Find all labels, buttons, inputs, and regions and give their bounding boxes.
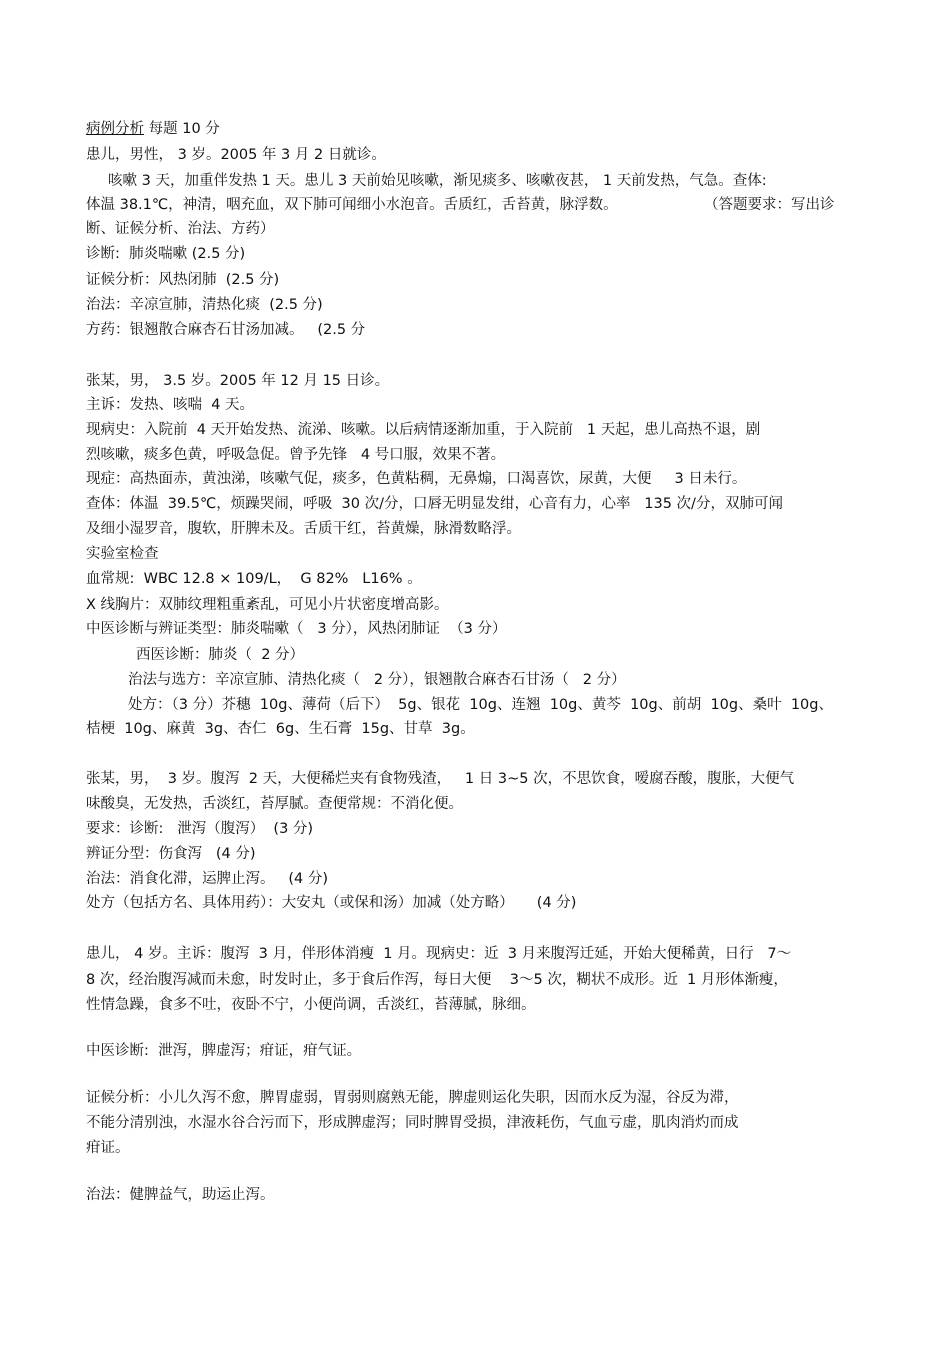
case1-history-line2: 体温 38.1℃，神清，咽充血，双下肺可闻细小水泡音。舌质红，舌苔黄，脉浮数。: [86, 197, 618, 213]
case2-blood-test: 血常规: WBC 12.8 × 109/L， G 82% L16% 。: [86, 571, 422, 587]
case1-diagnosis: 诊断: 肺炎喘嗽 (2.5 分): [86, 246, 246, 262]
case2-exam-line2: 及细小湿罗音，腹软，肝脾未及。舌质干红，苔黄燥，脉滑数略浮。: [86, 521, 521, 537]
case1-history-line1: 咳嗽 3 天，加重伴发热 1 天。患儿 3 天前始见咳嗽，渐见痰多、咳嗽夜甚， 1 天前发热，气急。查体:: [108, 173, 767, 189]
case3-treatment: 治法：消食化滞，运脾止泻。 (4 分): [86, 871, 328, 887]
case2-symptoms: 现症：高热面赤，黄浊涕，咳嗽气促，痰多，色黄粘稠，无鼻煽，口渴喜饮，尿黄，大便 3 日未行。: [86, 471, 747, 487]
case4-tcm-diagnosis: 中医诊断: 泄泻，脾虚泻；疳证，疳气证。: [86, 1043, 362, 1059]
case3-syndrome: 辨证分型：伤食泻 (4 分): [86, 846, 256, 862]
case1-prescription: 方药：银翘散合麻杏石甘汤加减。 (2.5 分: [86, 322, 366, 338]
case1-treatment: 治法：辛凉宣肺，清热化痰 (2.5 分): [86, 297, 323, 313]
case1-syndrome: 证候分析：风热闭肺 (2.5 分): [86, 272, 280, 288]
case4-history-line2: 8 次，经治腹泻减而未愈，时发时止，多于食后作泻，每日大便 3～5 次，糊状不成形。近 1 月形体渐瘦，: [86, 972, 788, 988]
case2-exam-line1: 查体：体温 39.5℃，烦躁哭闹，呼吸 30 次/分，口唇无明显发绀，心音有力，心率 135 次/分，双肺可闻: [86, 496, 783, 512]
case1-requirement-line2: 断、证候分析、治法、方药）: [86, 221, 275, 237]
case4-analysis-line1: 证候分析：小儿久泻不愈，脾胃虚弱，胃弱则腐熟无能，脾虚则运化失职，因而水反为湿，谷反为滞，: [86, 1090, 739, 1106]
case2-treatment: 治法与选方：辛凉宣肺、清热化痰（ 2 分），银翘散合麻杏石甘汤（ 2 分）: [128, 672, 626, 688]
case2-prescription-line1: 处方：（3 分）芥穗 10g、薄荷（后下） 5g、银花 10g、连翘 10g、黄芩 10g、前胡 10g、桑叶 10g、: [128, 697, 833, 713]
case4-history-line3: 性情急躁，食多不吐，夜卧不宁，小便尚调，舌淡红，苔薄腻，脉细。: [86, 997, 536, 1013]
case1-patient: 患儿，男性， 3 岁。2005 年 3 月 2 日就诊。: [86, 147, 386, 163]
case4-analysis-line2: 不能分清别浊，水湿水谷合污而下，形成脾虚泻；同时脾胃受损，津液耗伤，气血亏虚，肌肉消灼而成: [86, 1115, 739, 1131]
case2-prescription-line2: 桔梗 10g、麻黄 3g、杏仁 6g、生石膏 15g、甘草 3g。: [86, 721, 475, 737]
case4-treatment: 治法：健脾益气，助运止泻。: [86, 1187, 275, 1203]
document-header: [86, 120, 220, 138]
case2-tcm-diagnosis: 中医诊断与辨证类型：肺炎喘嗽（ 3 分），风热闭肺证 （3 分）: [86, 621, 507, 637]
case1-requirement: （答题要求：写出诊: [704, 197, 835, 213]
case2-xray: X 线胸片：双肺纹理粗重紊乱，可见小片状密度增高影。: [86, 597, 449, 613]
score-note: 每题 10 分: [148, 121, 220, 137]
case2-history-line2: 烈咳嗽，痰多色黄，呼吸急促。曾予先锋 4 号口服，效果不著。: [86, 447, 506, 463]
case2-lab-title: 实验室检查: [86, 546, 159, 562]
case2-history-line1: 现病史：入院前 4 天开始发热、流涕、咳嗽。以后病情逐渐加重，于入院前 1 天起，患儿高热不退，剧: [86, 422, 761, 438]
case3-prescription: 处方（包括方名、具体用药）：大安丸（或保和汤）加减（处方略） (4 分): [86, 895, 577, 911]
case3-diagnosis: 要求：诊断: 泄泻（腹泻） (3 分): [86, 821, 314, 837]
section-title: 病例分析: [86, 121, 144, 137]
case4-analysis-line3: 疳证。: [86, 1140, 130, 1156]
case3-history-line1: 张某，男， 3 岁。腹泻 2 天，大便稀烂夹有食物残渣， 1 日 3~5 次，不思饮食，嗳腐吞酸，腹胀，大便气: [86, 771, 795, 787]
case3-history-line2: 味酸臭，无发热，舌淡红，苔厚腻。查便常规：不消化便。: [86, 796, 463, 812]
case2-complaint: 主诉：发热、咳喘 4 天。: [86, 397, 255, 413]
case4-history-line1: 患儿， 4 岁。主诉：腹泻 3 月，伴形体消瘦 1 月。现病史：近 3 月来腹泻迁延，开始大便稀黄，日行 7～: [86, 946, 792, 962]
case2-patient: 张某，男， 3.5 岁。2005 年 12 月 15 日诊。: [86, 373, 390, 389]
case2-western-diagnosis: 西医诊断：肺炎（ 2 分）: [136, 647, 305, 663]
